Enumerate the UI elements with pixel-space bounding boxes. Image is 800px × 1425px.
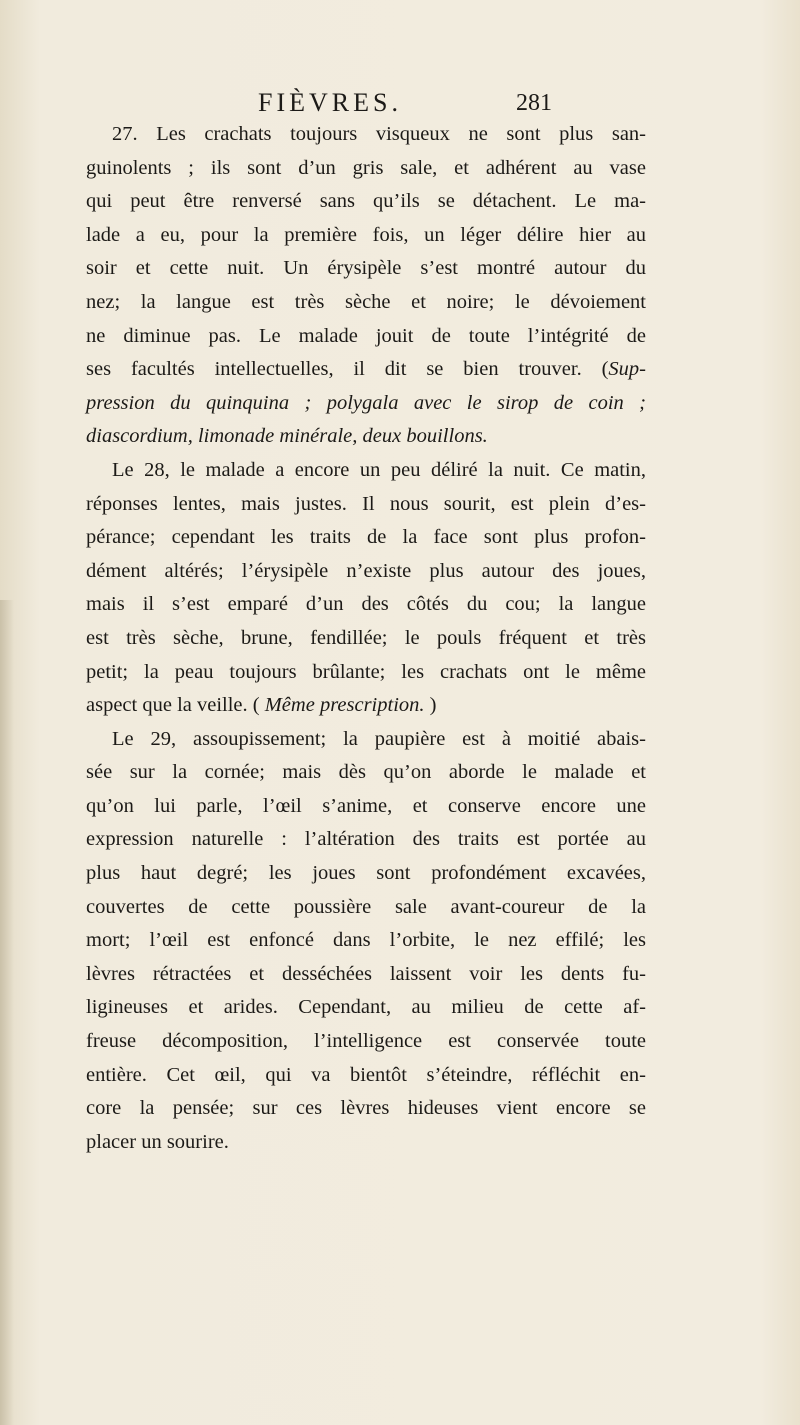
text-line-italic: pression du quinquina ; polygala avec le sirop de coin ; (86, 391, 646, 414)
italic-segment: Sup- (608, 358, 646, 381)
text-line: qui peut être renversé sans qu’ils se détachent. Le ma- (86, 190, 646, 213)
text-line: est très sèche, brune, fendillée; le pouls fréquent et très (86, 626, 646, 649)
text-line: nez; la langue est très sèche et noire; le dévoiement (86, 290, 646, 313)
text-line: mort; l’œil est enfoncé dans l’orbite, le nez effilé; les (86, 929, 646, 952)
text-line: réponses lentes, mais justes. Il nous sourit, est plein d’es- (86, 492, 646, 515)
text-line: lade a eu, pour la première fois, un léger délire hier au (86, 223, 646, 246)
text-line: lèvres rétractées et desséchées laissent voir les dents fu- (86, 962, 646, 985)
page-number: 281 (516, 90, 552, 116)
text-line (86, 353, 646, 387)
text-line: expression naturelle : l’altération des traits est portée au (86, 828, 646, 851)
text-line: soir et cette nuit. Un érysipèle s’est montré autour du (86, 257, 646, 280)
italic-segment: Même prescription. (264, 694, 425, 717)
text-line: placer un sourire. (86, 1130, 229, 1153)
text-line: Le 28, le malade a encore un peu déliré la nuit. Ce matin, (112, 458, 646, 481)
running-title: FIÈVRES. (258, 88, 402, 117)
text-line: guinolents ; ils sont d’un gris sale, et adhérent au vase (86, 156, 646, 179)
text-line: ne diminue pas. Le malade jouit de toute l’intégrité de (86, 324, 646, 347)
text-line: Le 29, assoupissement; la paupière est à moitié abais- (112, 727, 646, 750)
text-line: 27. Les crachats toujours visqueux ne sont plus san- (112, 123, 646, 145)
text-line: couvertes de cette poussière sale avant-coureur de la (86, 895, 646, 918)
text-segment: aspect que la veille. ( (86, 694, 260, 717)
text-segment: ses facultés intellectuelles, il dit se bien trouver. ( (86, 358, 609, 381)
text-line: qu’on lui parle, l’œil s’anime, et conserve encore une (86, 794, 646, 817)
text-line: freuse décomposition, l’intelligence est conservée toute (86, 1030, 646, 1053)
text-segment: ) (424, 694, 437, 717)
text-line: dément altérés; l’érysipèle n’existe plus autour des joues, (86, 559, 646, 582)
body-text (86, 118, 646, 1159)
text-line-italic: diascordium, limonade minérale, deux bouillons. (86, 425, 488, 448)
text-line: ligineuses et arides. Cependant, au milieu de cette af- (86, 996, 646, 1019)
text-line: pérance; cependant les traits de la face sont plus profon- (86, 526, 646, 549)
text-line (86, 689, 646, 723)
text-line: sée sur la cornée; mais dès qu’on aborde le malade et (86, 761, 646, 784)
text-line: plus haut degré; les joues sont profondément excavées, (86, 862, 646, 885)
text-line: entière. Cet œil, qui va bientôt s’éteindre, réfléchit en- (86, 1063, 646, 1086)
text-line: mais il s’est emparé d’un des côtés du cou; la langue (86, 593, 646, 616)
text-line: core la pensée; sur ces lèvres hideuses vient encore se (86, 1097, 646, 1120)
text-line: petit; la peau toujours brûlante; les crachats ont le même (86, 660, 646, 683)
binding-shadow (0, 600, 14, 1425)
